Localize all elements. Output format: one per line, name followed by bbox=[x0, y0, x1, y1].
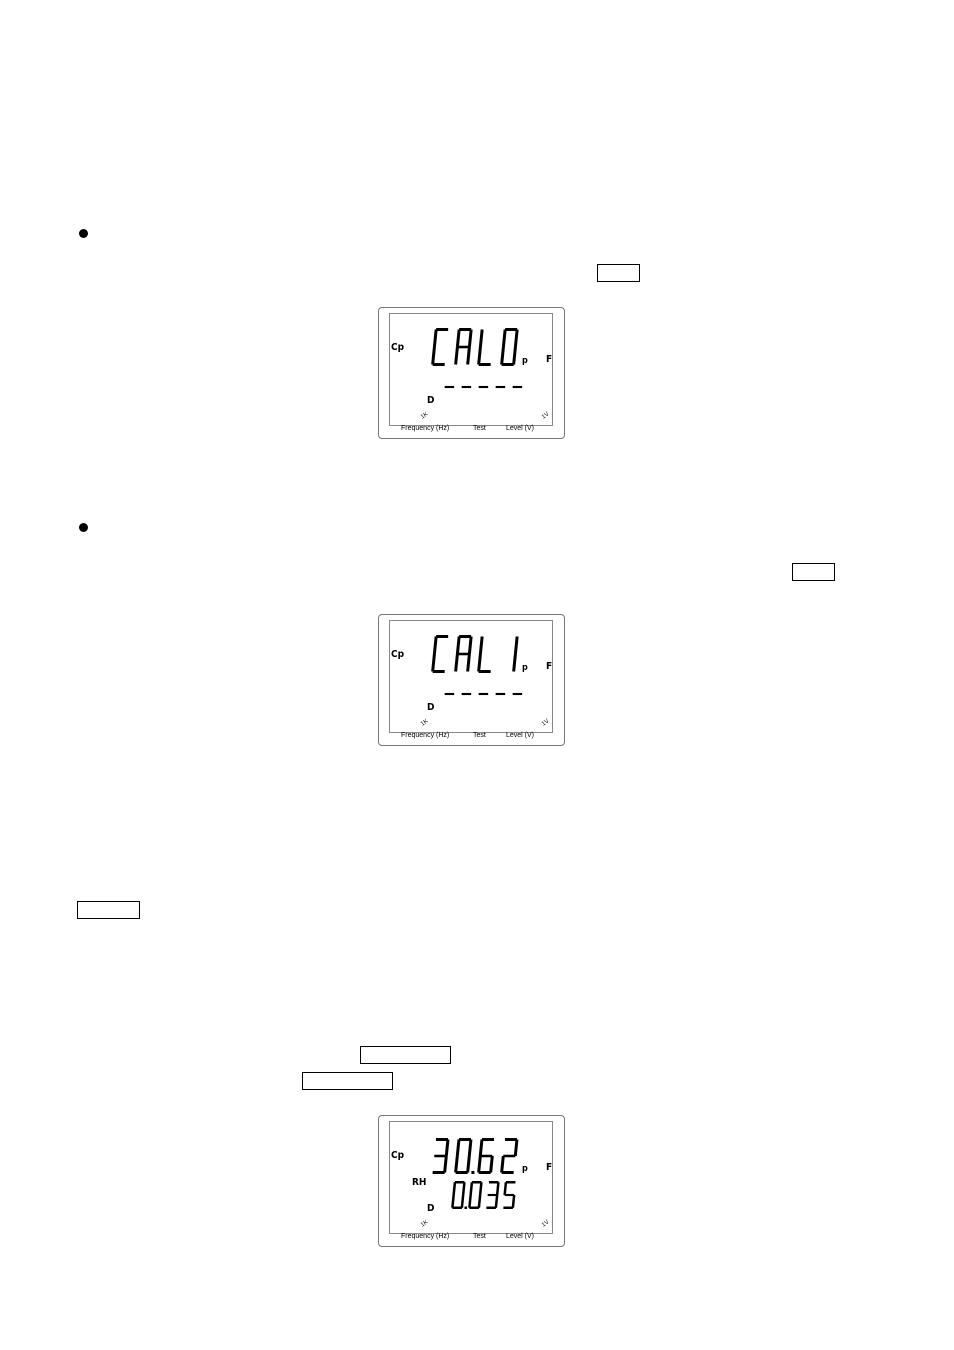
lcd-display-reading bbox=[378, 1115, 565, 1247]
primary-unit: F bbox=[546, 354, 553, 365]
primary-unit: F bbox=[546, 1162, 553, 1173]
footer-test: Test bbox=[473, 425, 486, 432]
secondary-label: RH bbox=[412, 1177, 427, 1188]
key-box-2 bbox=[792, 563, 835, 581]
secondary-param-label: D bbox=[427, 395, 435, 406]
primary-prefix: p bbox=[522, 356, 528, 366]
bullet-2 bbox=[79, 523, 88, 532]
frequency-indicator: 1K bbox=[419, 1219, 430, 1229]
secondary-value-display bbox=[379, 308, 566, 440]
primary-param-label: Cp bbox=[391, 649, 405, 660]
key-box-1 bbox=[597, 264, 640, 282]
level-indicator: 1V bbox=[540, 718, 551, 728]
footer-frequency: Frequency (Hz) bbox=[401, 732, 450, 739]
footer-test: Test bbox=[473, 1233, 486, 1240]
primary-prefix: p bbox=[522, 663, 528, 673]
level-indicator: 1V bbox=[540, 411, 551, 421]
frequency-indicator: 1K bbox=[419, 718, 430, 728]
primary-param-label: Cp bbox=[391, 342, 405, 353]
level-indicator: 1V bbox=[540, 1219, 551, 1229]
primary-param-label: Cp bbox=[391, 1150, 405, 1161]
frequency-indicator: 1K bbox=[419, 411, 430, 421]
key-box-5 bbox=[302, 1072, 393, 1090]
footer-level: Level (V) bbox=[506, 1233, 535, 1240]
footer-test: Test bbox=[473, 732, 486, 739]
lcd-display-cal0 bbox=[378, 307, 565, 439]
secondary-param-label: D bbox=[427, 1203, 435, 1214]
bullet-1 bbox=[79, 229, 88, 238]
primary-unit: F bbox=[546, 661, 553, 672]
footer-frequency: Frequency (Hz) bbox=[401, 425, 450, 432]
footer-frequency: Frequency (Hz) bbox=[401, 1233, 450, 1240]
key-box-3 bbox=[77, 901, 140, 919]
footer-level: Level (V) bbox=[506, 425, 535, 432]
secondary-value-display bbox=[379, 1116, 566, 1248]
footer-level: Level (V) bbox=[506, 732, 535, 739]
lcd-display-cal1 bbox=[378, 614, 565, 746]
secondary-value-display bbox=[379, 615, 566, 747]
key-box-4 bbox=[360, 1046, 451, 1064]
primary-prefix: p bbox=[522, 1164, 528, 1174]
secondary-param-label: D bbox=[427, 702, 435, 713]
